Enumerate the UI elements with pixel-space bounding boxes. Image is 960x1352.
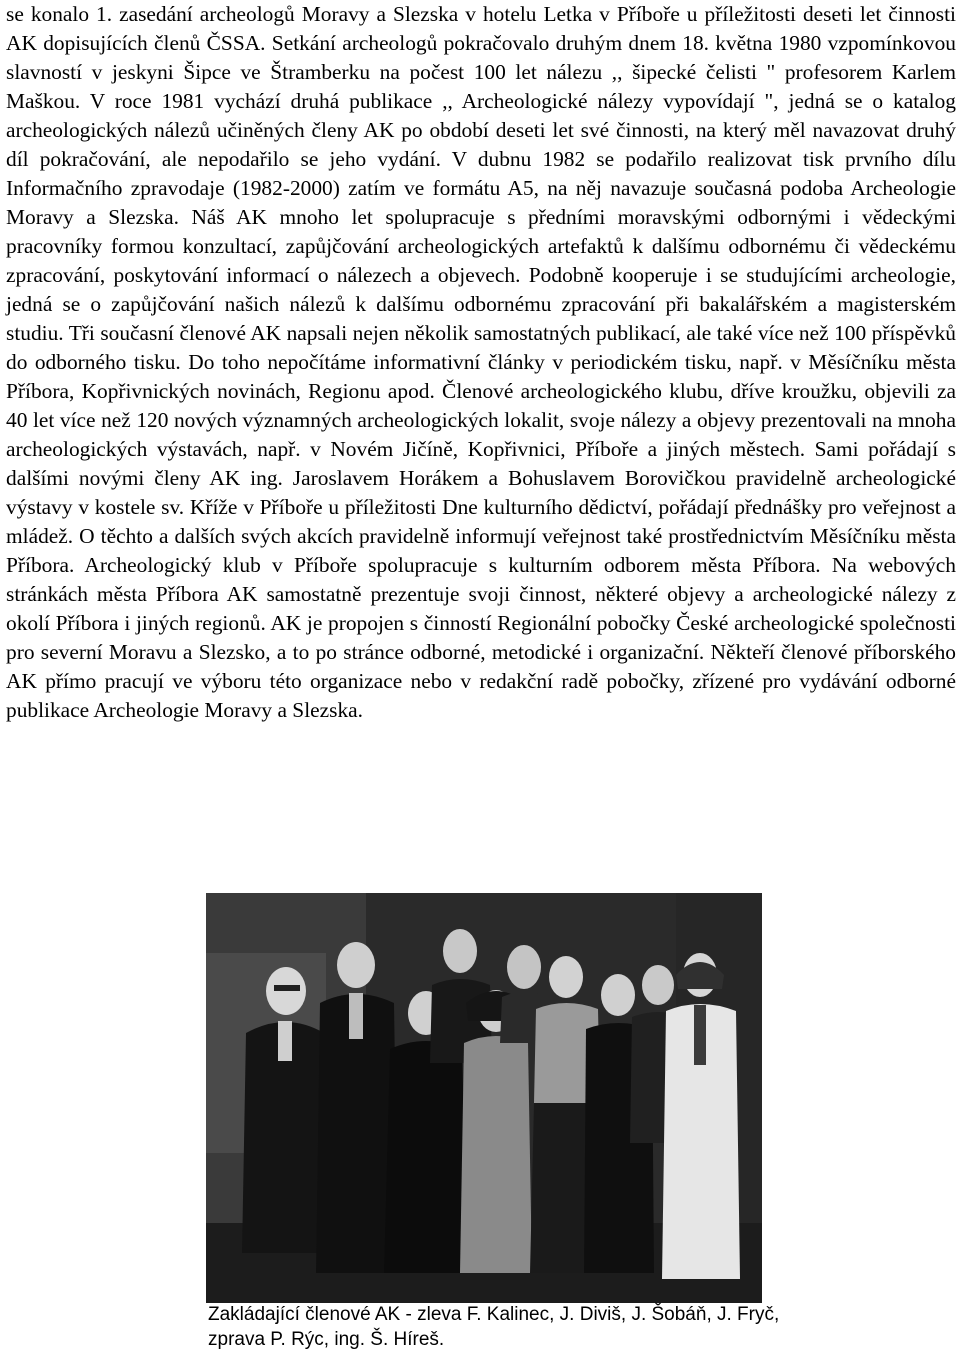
body-paragraph: se konalo 1. zasedání archeologů Moravy a Slezska v hotelu Letka v Příboře u příležitosti deseti let činnosti AK dopisujících členů ČSSA. Setkání archeologů pokračovalo druhým dnem 18. května 1980 vzpomínkovou slavností v jeskyni Šipce ve Štramberku na počest 100 let nálezu ,, šipecké čelisti " profesorem Karlem Maškou. V roce 1981 vychází druhá publikace ,, Archeologické nálezy vypovídají ", jedná se o katalog archeologických nálezů učiněných členy AK po období deseti let své činnosti, na který měl navazovat druhý díl pokračování, ale nepodařilo se jeho vydání. V dubnu 1982 se podařilo realizovat tisk prvního dílu Informačního zpravodaje (1982-2000) zatím ve formátu A5, na něj navazuje současná podoba Archeologie Moravy a Slezska. Náš AK mnoho let spolupracuje s předními moravskými odbornými i vědeckými pracovníky formou konzultací, zapůjčování archeologických artefaktů k dalšímu odbornému či vědeckému zpracování, poskytování informací o nálezech a objevech. Podobně kooperuje i se studujícími archeologie, jedná se o zapůjčování našich nálezů k dalšímu odbornému zpracování při bakalářském a magisterském studiu. Tři současní členové AK napsali nejen několik samostatných publikací, ale také více než 100 příspěvků do odborného tisku. Do toho nepočítáme informativní články v periodickém tisku, např. v Měsíčníku města Příbora, Kopřivnických novinách, Regionu apod. Členové archeologického klubu, dříve kroužku, objevili za 40 let více než 120 nových významných archeologických lokalit, svoje nálezy a objevy prezentovali na mnoha archeologických výstavách, např. v Novém Jičíně, Kopřivnici, Příboře a jiných městech. Sami pořádají s dalšími novými členy AK ing. Jaroslavem Horákem a Bohuslavem Borovičkou pravidelně archeologické výstavy v kostele sv. Kříže v Příboře u příležitosti Dne kulturního dědictví, pořádají přednášky pro veřejnost a mládež. O těchto a dalších svých akcích pravidelně informují veřejnost také prostřednictvím Měsíčníku města Příbora. Archeologický klub v Příboře spolupracuje s kulturním odborem města Příbora. Na webových stránkách města Příbora AK samostatně prezentuje svoji činnost, některé objevy a archeologické nálezy z okolí Příbora i jiných regionů. AK je propojen s činností Regionální pobočky České archeologické společnosti pro severní Moravu a Slezsko, a to po stránce odborné, metodické i organizační. Někteří členové příborského AK přímo pracují ve výboru této organizace nebo v redakční radě pobočky, zřízené pro vydávání odborné publikace Archeologie Moravy a Slezska. <box>6 2 956 722</box>
photo-caption <box>208 1302 828 1352</box>
caption-line-2: zprava P. Rýc, ing. Š. Híreš. <box>208 1329 445 1350</box>
caption-line-1: Zakládající členové AK - zleva F. Kalinec, J. Diviš, J. Šobáň, J. Fryč, <box>208 1304 780 1325</box>
group-photo <box>206 893 762 1303</box>
